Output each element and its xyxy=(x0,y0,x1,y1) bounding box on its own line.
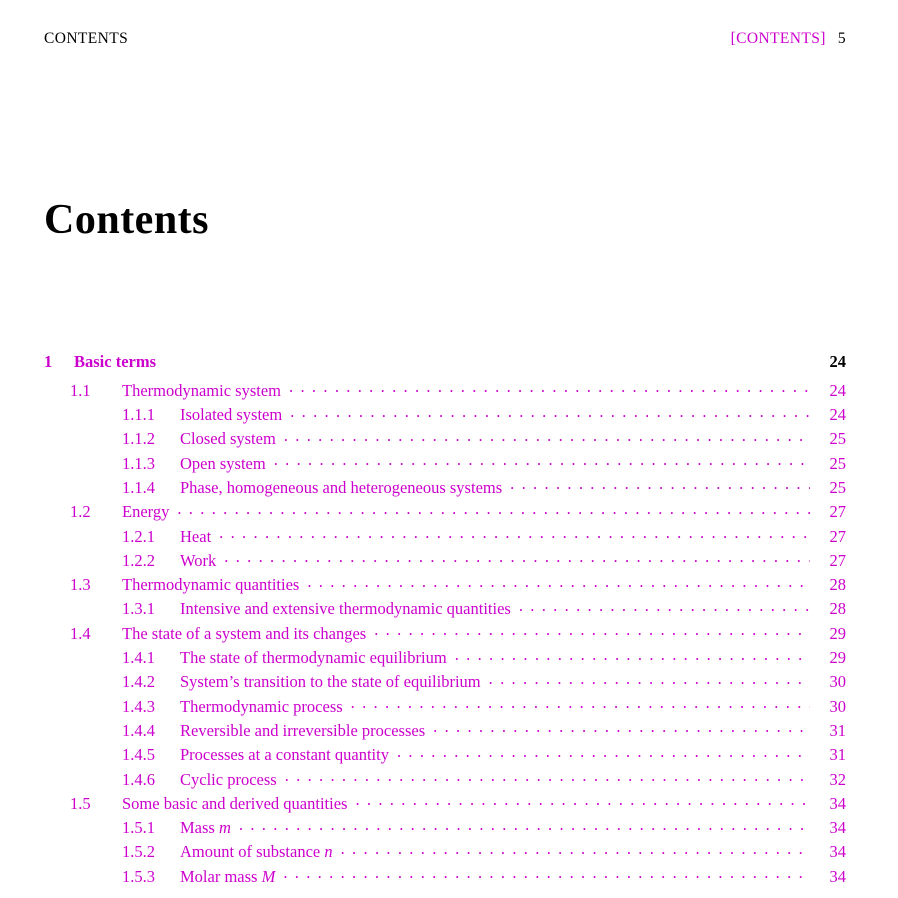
toc-entry-page: 28 xyxy=(829,599,846,619)
toc-entry-title: Closed system xyxy=(180,429,276,449)
contents-link[interactable]: [CONTENTS] xyxy=(730,30,826,47)
toc-entry-1-4[interactable] xyxy=(44,622,846,646)
toc-entry-number: 1.4.1 xyxy=(122,648,155,668)
toc-leader-dots xyxy=(397,744,810,761)
toc-entry-1-4-6[interactable] xyxy=(44,768,846,792)
toc-entry-1-3-1[interactable] xyxy=(44,598,846,622)
running-head-right xyxy=(731,30,846,48)
toc-entry-1-3[interactable] xyxy=(44,574,846,598)
toc-entry-page: 27 xyxy=(829,550,846,570)
toc-entry-number: 1.4.5 xyxy=(122,745,155,765)
toc-entry-title: Isolated system xyxy=(180,405,283,425)
toc-entry-1-5[interactable] xyxy=(44,792,846,816)
toc-entry-1-4-3[interactable] xyxy=(44,695,846,719)
toc-entry-page: 30 xyxy=(829,696,846,716)
toc-entry-title: Reversible and irreversible processes xyxy=(180,720,426,740)
toc-entry-page: 24 xyxy=(829,405,846,425)
toc-entry-page: 24 xyxy=(829,380,846,400)
toc-entry-number: 1.3.1 xyxy=(122,599,155,619)
page-number: 5 xyxy=(837,30,846,47)
toc-entry-title: Amount of substance n xyxy=(180,842,333,862)
toc-entry-number: 1.1.4 xyxy=(122,477,155,497)
toc-entry-title: Energy xyxy=(122,502,170,522)
toc-entry-page: 32 xyxy=(829,769,846,789)
toc-leader-dots xyxy=(289,379,810,396)
toc-leader-dots xyxy=(177,501,810,518)
toc-entry-title: Open system xyxy=(180,453,266,473)
toc-leader-dots xyxy=(219,525,810,542)
toc-leader-dots xyxy=(307,574,810,591)
toc-entry-1-1-3[interactable] xyxy=(44,452,846,476)
toc-entry-number: 1.4.6 xyxy=(122,769,155,789)
toc-leader-dots xyxy=(455,647,810,664)
toc-entry-title: Some basic and derived quantities xyxy=(122,793,348,813)
toc-entry-page: 25 xyxy=(829,429,846,449)
toc-entry-1-2-1[interactable] xyxy=(44,525,846,549)
toc-entry-number: 1.4.4 xyxy=(122,720,155,740)
toc-entry-title: Mass m xyxy=(180,818,231,838)
toc-leader-dots xyxy=(341,841,810,858)
toc-entry-title: Heat xyxy=(180,526,212,546)
toc-entry-page: 27 xyxy=(829,502,846,522)
toc-entry-1-1-2[interactable] xyxy=(44,428,846,452)
toc-entry-page: 25 xyxy=(829,477,846,497)
toc-entry-number: 1.2 xyxy=(70,502,91,522)
toc-leader-dots xyxy=(351,695,810,712)
table-of-contents xyxy=(44,350,846,890)
toc-entry-title: Thermodynamic system xyxy=(122,380,282,400)
toc-entry-page: 28 xyxy=(829,575,846,595)
toc-entry-1-4-4[interactable] xyxy=(44,719,846,743)
running-head xyxy=(44,30,846,48)
toc-entry-title: The state of thermodynamic equilibrium xyxy=(180,648,447,668)
toc-entry-page: 30 xyxy=(829,672,846,692)
toc-leader-dots xyxy=(374,622,810,639)
toc-entry-number: 1.1.1 xyxy=(122,405,155,425)
toc-entry-page: 29 xyxy=(829,623,846,643)
toc-leader-dots xyxy=(274,452,810,469)
toc-entry-title: Work xyxy=(180,550,217,570)
toc-entry-page: 34 xyxy=(829,818,846,838)
toc-entry-number: 1.5.2 xyxy=(122,842,155,862)
toc-entry-1-2[interactable] xyxy=(44,501,846,525)
toc-entry-number: 1.1.3 xyxy=(122,453,155,473)
toc-entry-page: 31 xyxy=(829,720,846,740)
toc-entry-title: Cyclic process xyxy=(180,769,277,789)
toc-entry-page: 34 xyxy=(829,866,846,886)
toc-leader-dots xyxy=(284,428,810,445)
toc-entry-page: 24 xyxy=(829,351,846,371)
toc-entry-title: Thermodynamic process xyxy=(180,696,343,716)
toc-entry-1-1-1[interactable] xyxy=(44,404,846,428)
toc-entry-1-4-1[interactable] xyxy=(44,647,846,671)
toc-entry-number: 1.2.2 xyxy=(122,550,155,570)
toc-leader-dots xyxy=(489,671,810,688)
toc-entry-page: 25 xyxy=(829,453,846,473)
toc-entry-1-4-5[interactable] xyxy=(44,744,846,768)
toc-entry-number: 1.1.2 xyxy=(122,429,155,449)
toc-entry-title: System’s transition to the state of equilibrium xyxy=(180,672,481,692)
toc-entry-page: 31 xyxy=(829,745,846,765)
toc-entry-number: 1.3 xyxy=(70,575,91,595)
toc-entry-number: 1.5 xyxy=(70,793,91,813)
toc-entry-number: 1.2.1 xyxy=(122,526,155,546)
toc-leader-dots xyxy=(433,719,810,736)
toc-entry-title: Thermodynamic quantities xyxy=(122,575,300,595)
toc-leader-dots xyxy=(290,404,810,421)
toc-entry-1-5-3[interactable] xyxy=(44,865,846,889)
toc-entry-page: 29 xyxy=(829,648,846,668)
toc-entry-title: The state of a system and its changes xyxy=(122,623,367,643)
toc-leader-dots xyxy=(510,476,810,493)
toc-entry-1-1-4[interactable] xyxy=(44,476,846,500)
toc-entry-title: Intensive and extensive thermodynamic quantities xyxy=(180,599,511,619)
running-head-left: CONTENTS xyxy=(44,30,129,47)
toc-entry-1-5-1[interactable] xyxy=(44,817,846,841)
toc-entry-number: 1.4.2 xyxy=(122,672,155,692)
toc-entry-title: Basic terms xyxy=(74,351,157,371)
toc-entry-title: Phase, homogeneous and heterogeneous systems xyxy=(180,477,503,497)
toc-entry-1-5-2[interactable] xyxy=(44,841,846,865)
toc-entry-1-1[interactable] xyxy=(44,379,846,403)
toc-entry-page: 27 xyxy=(829,526,846,546)
page-title: Contents xyxy=(44,197,210,243)
toc-leader-dots xyxy=(519,598,810,615)
toc-leader-dots xyxy=(164,350,810,367)
toc-leader-dots xyxy=(285,768,810,785)
toc-entry-title: Processes at a constant quantity xyxy=(180,745,389,765)
toc-entry-number: 1.4.3 xyxy=(122,696,155,716)
toc-entry-number: 1.5.3 xyxy=(122,866,155,886)
toc-entry-1[interactable] xyxy=(44,350,846,374)
toc-entry-title: Molar mass M xyxy=(180,866,276,886)
toc-entry-number: 1.1 xyxy=(70,380,91,400)
toc-entry-page: 34 xyxy=(829,793,846,813)
toc-entry-number: 1.5.1 xyxy=(122,818,155,838)
toc-entry-1-2-2[interactable] xyxy=(44,549,846,573)
toc-leader-dots xyxy=(224,549,810,566)
toc-entry-number: 1.4 xyxy=(70,623,91,643)
toc-entry-1-4-2[interactable] xyxy=(44,671,846,695)
toc-leader-dots xyxy=(355,792,810,809)
toc-entry-page: 34 xyxy=(829,842,846,862)
toc-leader-dots xyxy=(283,865,810,882)
toc-leader-dots xyxy=(239,817,810,834)
toc-entry-number: 1 xyxy=(44,351,53,371)
